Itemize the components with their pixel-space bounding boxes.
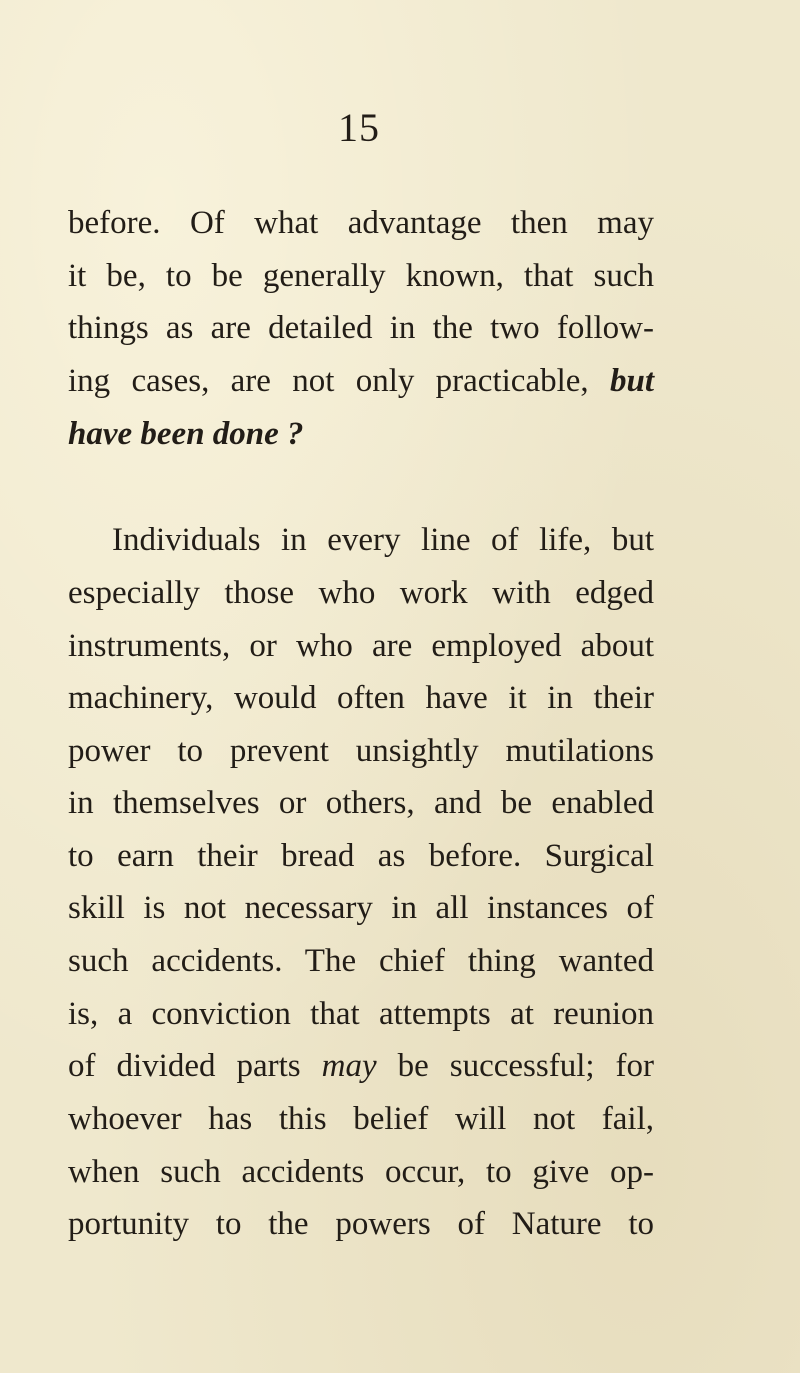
text-line: is, a conviction that attempts at reunion bbox=[68, 996, 654, 1032]
text-span: be successful; for bbox=[397, 1048, 655, 1084]
text-line: before. Of what advantage then may bbox=[68, 205, 654, 241]
text-span: ing cases, are not only practicable, bbox=[68, 363, 589, 399]
page-number: 15 bbox=[338, 105, 380, 150]
text-line: things as are detailed in the two follow- bbox=[68, 310, 654, 346]
text-line: power to prevent unsightly mutilations bbox=[68, 733, 654, 769]
text-line: especially those who work with edged bbox=[68, 575, 654, 611]
italic-text: may bbox=[321, 1048, 377, 1084]
italic-text: but bbox=[609, 363, 654, 399]
text-line: to earn their bread as before. Surgical bbox=[68, 838, 654, 874]
text-line: such accidents. The chief thing wanted bbox=[68, 943, 654, 979]
text-line: it be, to be generally known, that such bbox=[68, 258, 654, 294]
text-line: when such accidents occur, to give op- bbox=[68, 1154, 654, 1190]
text-line bbox=[68, 361, 654, 401]
text-line: portunity to the powers of Nature to bbox=[68, 1206, 654, 1242]
text-span: of divided parts bbox=[68, 1048, 301, 1084]
text-line: Individuals in every line of life, but bbox=[112, 522, 654, 558]
text-line: skill is not necessary in all instances of bbox=[68, 890, 654, 926]
text-line bbox=[68, 1046, 654, 1086]
text-line-italic: have been done ? bbox=[68, 416, 304, 452]
text-line: in themselves or others, and be enabled bbox=[68, 785, 654, 821]
text-line: instruments, or who are employed about bbox=[68, 628, 654, 664]
text-line: whoever has this belief will not fail, bbox=[68, 1101, 654, 1137]
text-line: machinery, would often have it in their bbox=[68, 680, 654, 716]
